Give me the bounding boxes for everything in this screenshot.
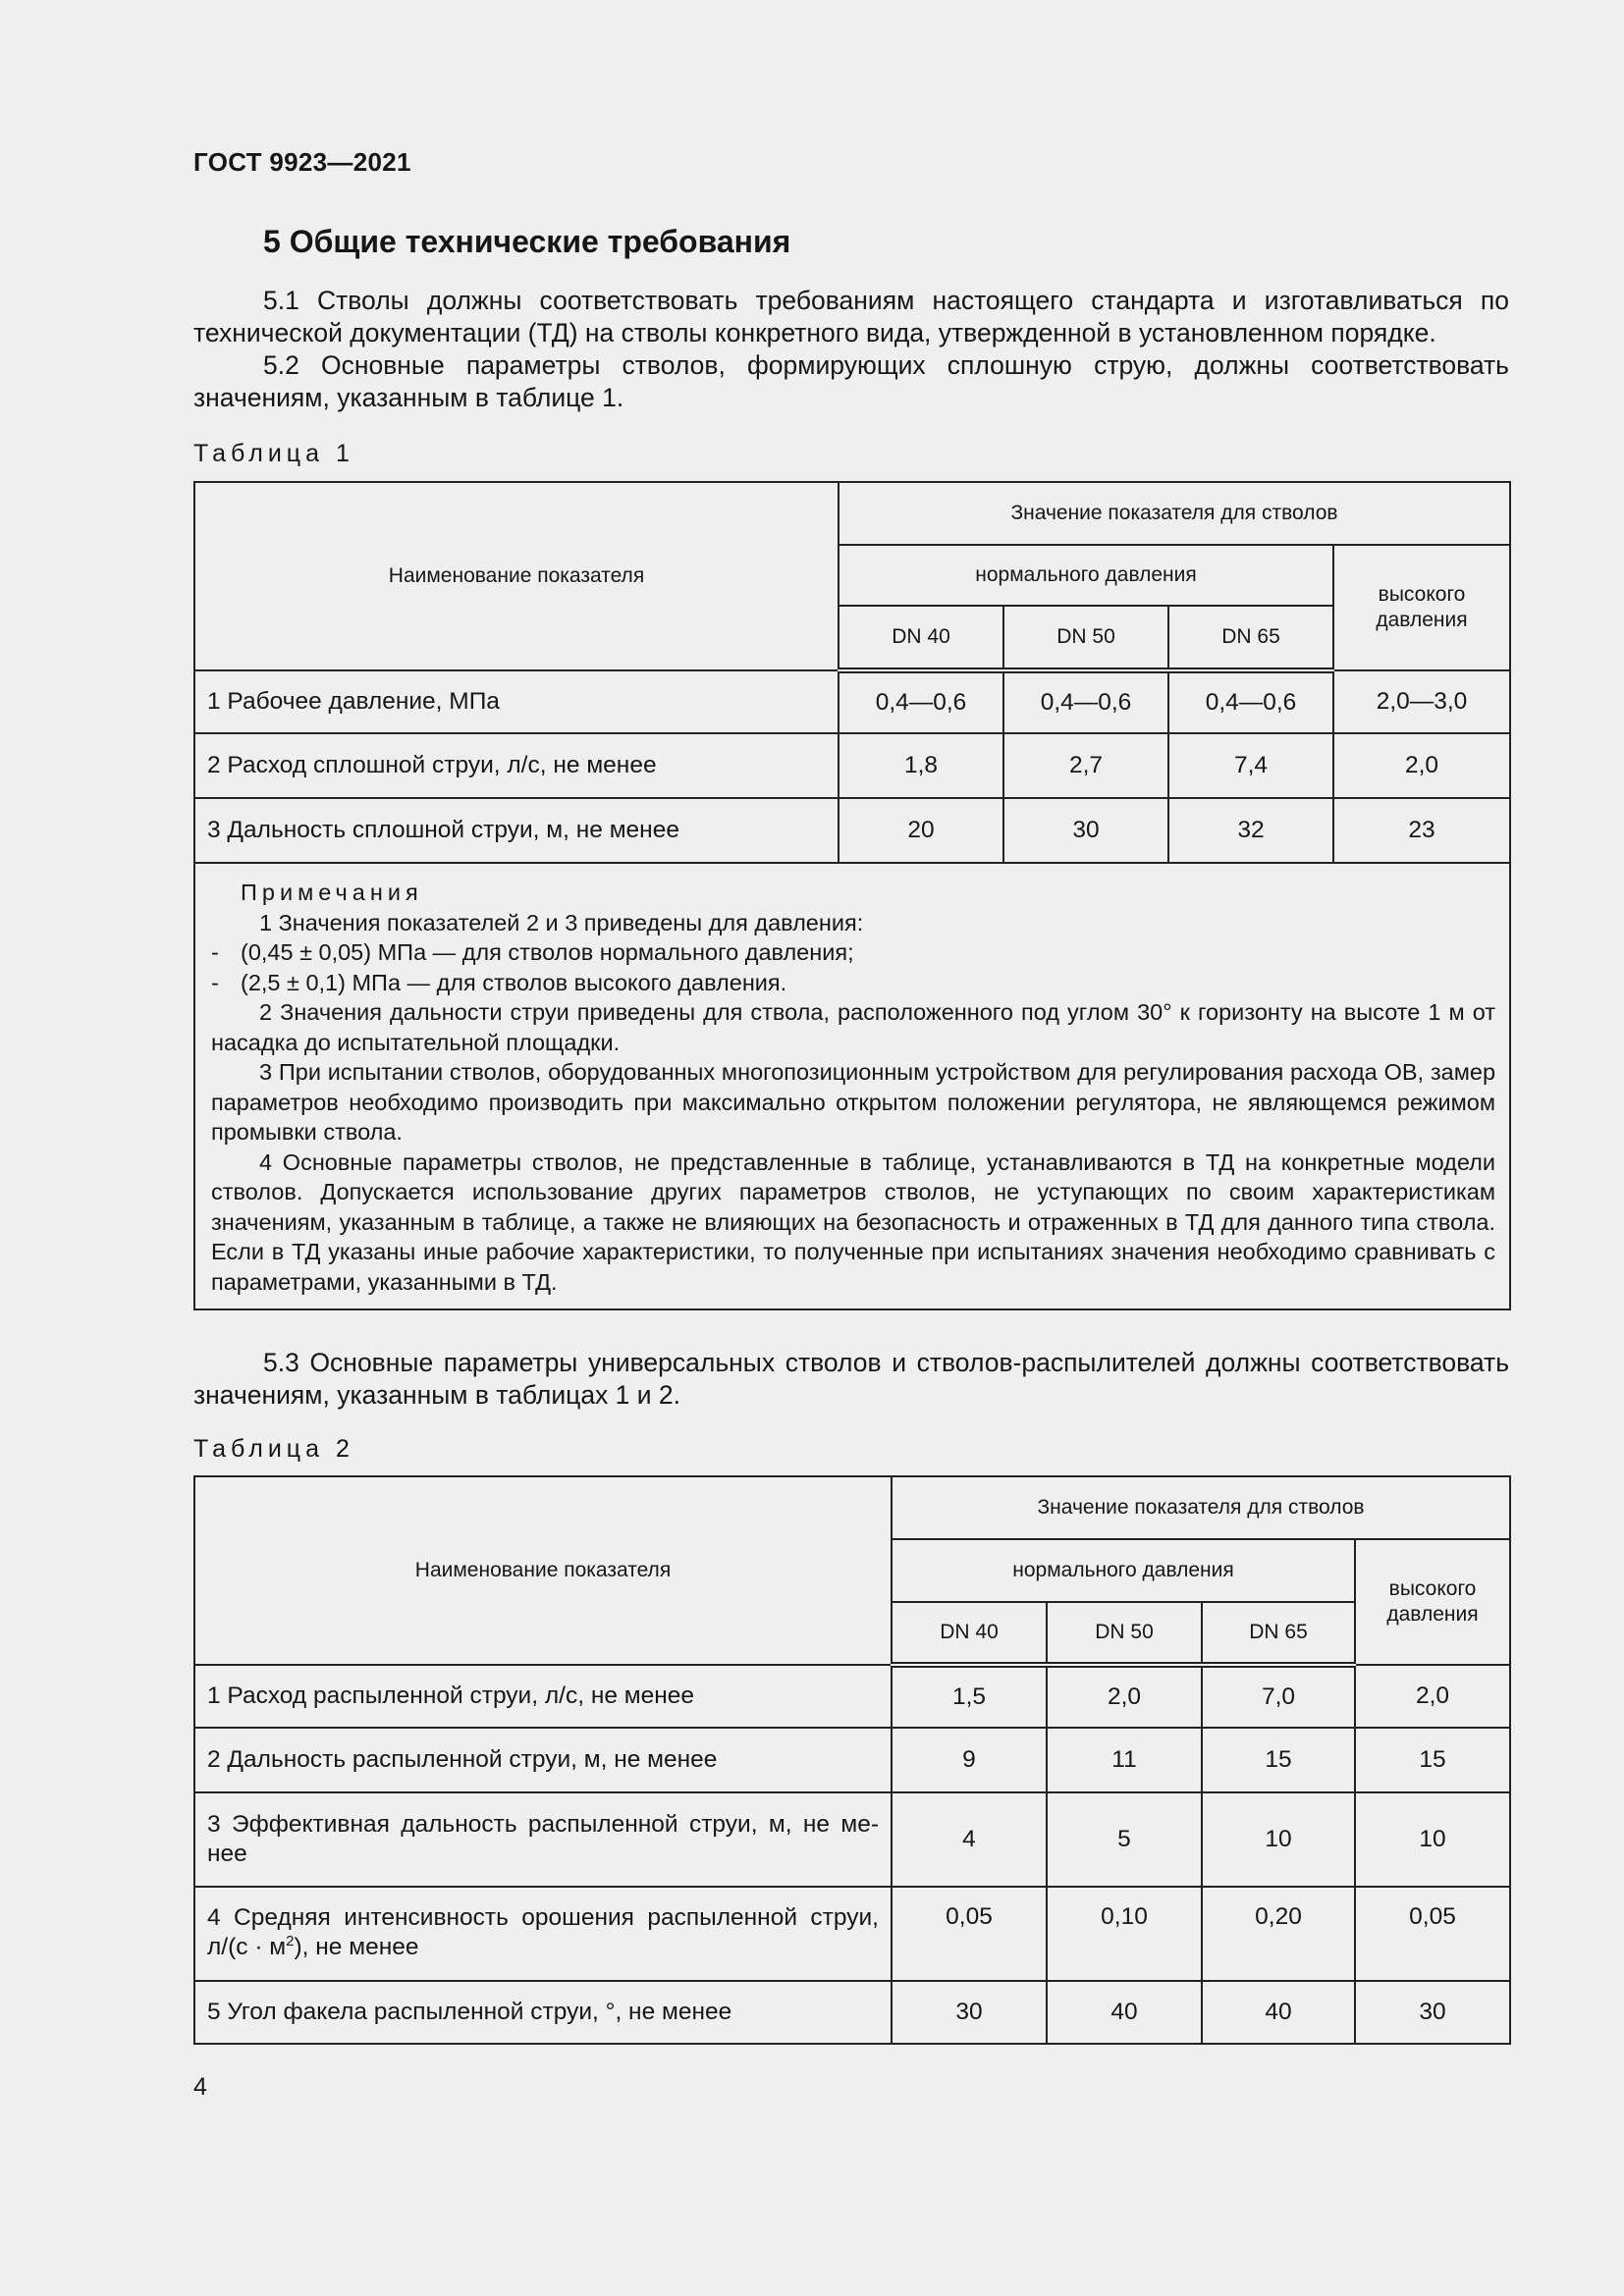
table-1-header-dn65: DN 65 — [1168, 606, 1333, 670]
cell-high: 2,0 — [1355, 1665, 1510, 1728]
table-row — [194, 1665, 1510, 1728]
cell-dn50: 2,0 — [1047, 1665, 1202, 1728]
table-2-header-high-pressure: высокого давления — [1355, 1539, 1510, 1665]
table-1-header-normal-pressure: нормального давления — [839, 545, 1333, 606]
cell-dn50: 5 — [1047, 1792, 1202, 1887]
cell-dn65: 0,4—0,6 — [1168, 670, 1333, 733]
cell-high: 0,05 — [1355, 1887, 1510, 1981]
note-1-item-b-text: (2,5 ± 0,1) МПа — для стволов высокого давления. — [241, 969, 787, 995]
note-3: 3 При испытании стволов, оборудованных многопозиционным устройством для регулирования расхода ОВ, замер параметров необходимо производить при максимально открытом положении регулятора, не являющемся режимом промывки ствола. — [211, 1059, 1496, 1145]
cell-dn50: 40 — [1047, 1981, 1202, 2044]
cell-dn65: 15 — [1202, 1728, 1355, 1792]
superscript-2: 2 — [286, 1932, 295, 1949]
table-1-notes — [194, 863, 1510, 1309]
table-2-header-value-group: Значение показателя для стволов — [892, 1476, 1510, 1539]
paragraph-5-3: 5.3 Основные параметры универсальных стволов и стволов-распылителей должны соответствовать значениям, указанным в таблицах 1 и 2. — [193, 1348, 1509, 1410]
row-label: 3 Дальность сплошной струи, м, не менее — [194, 798, 839, 863]
note-4: 4 Основные параметры стволов, не представленные в таблице, устанавливаются в ТД на конкретные модели стволов. Допускается использование других параметров стволов, не уступающих по своим характеристикам значениям, указанным в таблице, а также не влияющих на безопасность и отраженных в ТД для данного типа ствола. Если в ТД указаны иные рабочие характеристики, то полученные при испытаниях значения необходимо сравнивать с параметрами, указанными в ТД. — [211, 1148, 1496, 1295]
table-1-header-high-pressure: высокого давления — [1333, 545, 1510, 670]
row-label: 2 Дальность распыленной струи, м, не менее — [194, 1728, 892, 1792]
cell-high: 2,0 — [1333, 733, 1510, 798]
cell-high: 2,0—3,0 — [1333, 670, 1510, 733]
table-row — [194, 1728, 1510, 1792]
cell-dn40: 0,4—0,6 — [839, 670, 1003, 733]
table-row — [194, 798, 1510, 863]
table-2 — [193, 1475, 1511, 2045]
cell-dn65: 0,20 — [1202, 1887, 1355, 1981]
table-row — [194, 1887, 1510, 1981]
table-row — [194, 733, 1510, 798]
note-1-item-a — [211, 937, 1495, 968]
table-1-header-dn40: DN 40 — [839, 606, 1003, 670]
paragraph-5-1: 5.1 Стволы должны соответствовать требованиям настоящего стандарта и изготавливаться по технической документации (ТД) на стволы конкретного вида, утвержденной в установленном порядке. — [193, 286, 1509, 347]
cell-dn50: 2,7 — [1003, 733, 1168, 798]
paragraph-5-2: 5.2 Основные параметры стволов, формирующих сплошную струю, должны соответствовать значениям, указанным в таблице 1. — [193, 350, 1509, 412]
cell-dn50: 11 — [1047, 1728, 1202, 1792]
cell-dn65: 7,4 — [1168, 733, 1333, 798]
cell-dn40: 4 — [892, 1792, 1047, 1887]
table-1 — [193, 481, 1511, 1310]
table-row — [194, 670, 1510, 733]
row-label — [194, 1887, 892, 1981]
table-2-header-normal-pressure: нормального давления — [892, 1539, 1355, 1602]
cell-dn65: 7,0 — [1202, 1665, 1355, 1728]
cell-dn65: 32 — [1168, 798, 1333, 863]
row-label-part-a: 4 Средняя интенсивность орошения распыленной струи, л/(с · м — [207, 1904, 879, 1960]
table-1-header-dn50: DN 50 — [1003, 606, 1168, 670]
cell-dn40: 1,8 — [839, 733, 1003, 798]
list-dash: - — [211, 969, 219, 995]
table-1-header-name: Наименование показателя — [194, 482, 839, 670]
note-1-item-a-text: (0,45 ± 0,05) МПа — для стволов нормального давления; — [241, 939, 854, 965]
table-2-header-name: Наименование показателя — [194, 1476, 892, 1665]
page-number: 4 — [193, 2073, 207, 2101]
cell-dn65: 10 — [1202, 1792, 1355, 1887]
note-1-item-b — [211, 968, 1495, 998]
table-1-header-value-group: Значение показателя для стволов — [839, 482, 1510, 545]
notes-title: Примечания — [241, 880, 423, 905]
document-code: ГОСТ 9923—2021 — [193, 147, 411, 177]
row-label: 3 Эффективная дальность распыленной струи, м, не менее — [194, 1792, 892, 1887]
note-1: 1 Значения показателей 2 и 3 приведены для давления: — [259, 909, 864, 935]
row-label: 5 Угол факела распыленной струи, °, не менее — [194, 1981, 892, 2044]
note-2: 2 Значения дальности струи приведены для ствола, расположенного под углом 30° к горизонту на высоте 1 м от насадка до испытательной площадки. — [211, 999, 1496, 1055]
section-title: 5 Общие технические требования — [263, 224, 791, 259]
cell-dn40: 0,05 — [892, 1887, 1047, 1981]
cell-dn40: 1,5 — [892, 1665, 1047, 1728]
table-2-header-dn50: DN 50 — [1047, 1602, 1202, 1665]
cell-high: 10 — [1355, 1792, 1510, 1887]
cell-high: 15 — [1355, 1728, 1510, 1792]
table-row — [194, 1792, 1510, 1887]
table-2-header-dn40: DN 40 — [892, 1602, 1047, 1665]
cell-dn50: 30 — [1003, 798, 1168, 863]
table-1-notes-row — [194, 863, 1510, 1309]
table-1-caption: Таблица 1 — [193, 440, 354, 467]
cell-dn65: 40 — [1202, 1981, 1355, 2044]
row-label-part-b: ), не менее — [294, 1934, 419, 1960]
cell-high: 23 — [1333, 798, 1510, 863]
table-2-header-dn65: DN 65 — [1202, 1602, 1355, 1665]
cell-dn40: 20 — [839, 798, 1003, 863]
row-label: 2 Расход сплошной струи, л/с, не менее — [194, 733, 839, 798]
table-2-caption: Таблица 2 — [193, 1435, 354, 1463]
row-label: 1 Рабочее давление, МПа — [194, 670, 839, 733]
cell-dn50: 0,10 — [1047, 1887, 1202, 1981]
row-label: 1 Расход распыленной струи, л/с, не менее — [194, 1665, 892, 1728]
cell-dn40: 9 — [892, 1728, 1047, 1792]
cell-dn40: 30 — [892, 1981, 1047, 2044]
cell-high: 30 — [1355, 1981, 1510, 2044]
cell-dn50: 0,4—0,6 — [1003, 670, 1168, 733]
list-dash: - — [211, 939, 219, 965]
table-row — [194, 1981, 1510, 2044]
